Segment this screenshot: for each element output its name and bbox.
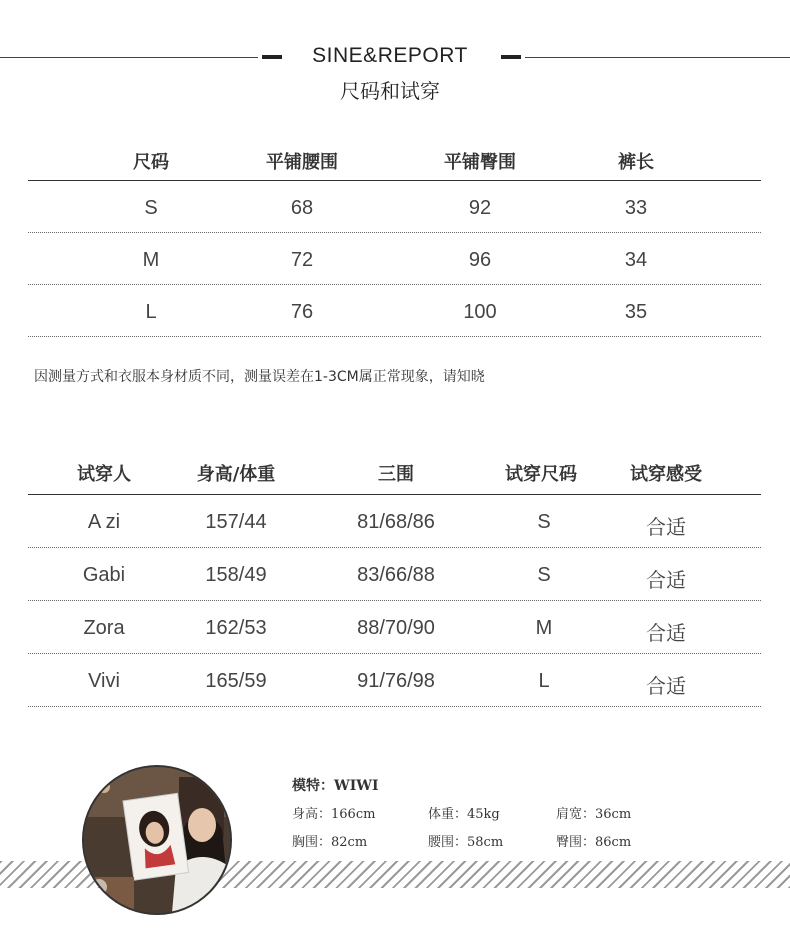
cell-hip: 100	[463, 301, 497, 323]
measurement-note: 因测量方式和衣服本身材质不同，测量误差在1-3CM属正常现象，请知晓	[34, 369, 485, 385]
cell-tester: Vivi	[88, 670, 120, 692]
cell-tried-size: L	[538, 670, 550, 692]
cell-waist: 72	[290, 249, 314, 271]
cell-size: L	[145, 301, 157, 323]
cell-feeling: 合适	[646, 570, 686, 592]
header-measurements: 三围	[378, 464, 414, 485]
cell-waist: 76	[290, 301, 314, 323]
header-rule-left	[0, 57, 258, 58]
size-table	[28, 140, 761, 337]
cell-size: S	[144, 197, 158, 219]
header-rule-right	[525, 57, 790, 58]
table-row	[28, 181, 761, 233]
header-dash-left	[262, 55, 282, 59]
header-waist: 平铺腰围	[266, 152, 338, 173]
cell-feeling: 合适	[646, 676, 686, 698]
table-row	[28, 495, 761, 548]
model-chest: 胸围：82cm	[292, 835, 368, 850]
header-height-weight: 身高/体重	[196, 464, 276, 485]
cell-hip: 92	[468, 197, 492, 219]
brand-title: SINE&REPORT	[312, 44, 468, 67]
header-length: 裤长	[618, 152, 654, 173]
model-photo-illustration	[84, 767, 230, 913]
cell-height-weight: 157/44	[205, 511, 267, 533]
cell-measurements: 81/68/86	[357, 511, 435, 533]
cell-hip: 96	[468, 249, 492, 271]
cell-tried-size: M	[535, 617, 553, 639]
model-waist: 腰围：58cm	[428, 835, 504, 850]
cell-tester: Zora	[83, 617, 125, 639]
table-row	[28, 233, 761, 285]
cell-tried-size: S	[537, 511, 551, 533]
header-dash-right	[501, 55, 521, 59]
cell-height-weight: 165/59	[205, 670, 267, 692]
table-row	[28, 601, 761, 654]
cell-feeling: 合适	[646, 623, 686, 645]
header-hip: 平铺臀围	[444, 152, 516, 173]
model-weight: 体重：45kg	[428, 807, 500, 822]
header-tester: 试穿人	[77, 464, 131, 485]
cell-size: M	[142, 249, 160, 271]
cell-tester: A zi	[87, 511, 121, 533]
header-feeling: 试穿感受	[630, 464, 702, 485]
cell-length: 35	[624, 301, 648, 323]
cell-height-weight: 158/49	[205, 564, 267, 586]
size-table-header	[28, 140, 761, 181]
cell-tried-size: S	[537, 564, 551, 586]
cell-height-weight: 162/53	[205, 617, 267, 639]
fit-table-header	[28, 452, 761, 495]
cell-length: 33	[624, 197, 648, 219]
cell-feeling: 合适	[646, 517, 686, 539]
model-height: 身高：166cm	[292, 807, 376, 822]
model-hip: 臀围：86cm	[556, 835, 632, 850]
cell-measurements: 91/76/98	[357, 670, 435, 692]
section-title: 尺码和试穿	[340, 79, 440, 103]
cell-measurements: 83/66/88	[357, 564, 435, 586]
cell-measurements: 88/70/90	[357, 617, 435, 639]
cell-waist: 68	[290, 197, 314, 219]
table-row	[28, 285, 761, 337]
table-row	[28, 654, 761, 707]
fit-table	[28, 452, 761, 707]
table-row	[28, 548, 761, 601]
model-photo	[82, 765, 232, 915]
header-tried-size: 试穿尺码	[505, 464, 577, 485]
header-size: 尺码	[133, 152, 169, 173]
model-shoulder: 肩宽：36cm	[556, 807, 632, 822]
cell-length: 34	[624, 249, 648, 271]
model-name: 模特：WIWI	[292, 778, 379, 794]
cell-tester: Gabi	[82, 564, 126, 586]
